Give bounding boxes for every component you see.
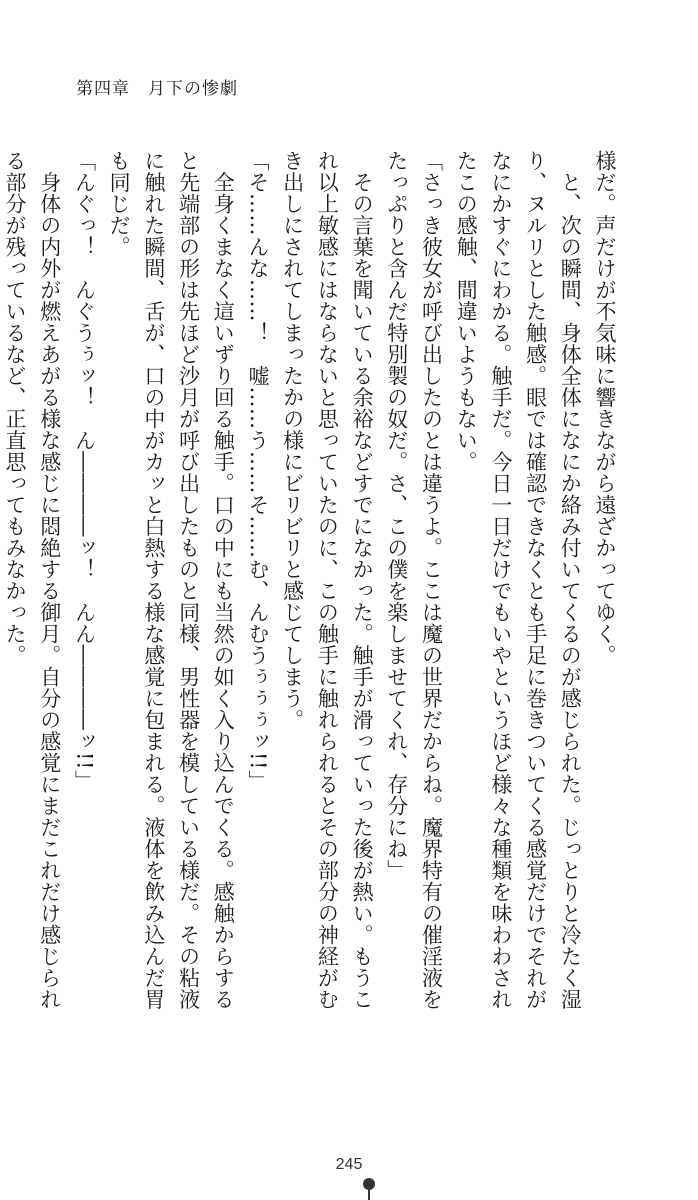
page-marker-icon xyxy=(363,1178,377,1200)
running-header xyxy=(76,74,238,99)
text-line: る部分が残っているなど、正直思ってもみなかった。 xyxy=(3,150,28,666)
text-line: たっぷりと含んだ特別製の奴だ。さ、この僕を楽しませてくれ、存分にね」 xyxy=(384,150,409,881)
text-line: 身体の内外が燃えあがる様な感じに悶絶する御月。自分の感覚にまだこれだけ感じられ xyxy=(37,150,62,1010)
marker-stem xyxy=(368,1188,370,1200)
vertical-body-text xyxy=(3,150,622,1010)
text-line: 「そ……んな……！ 嘘……う……そ……む、んむうぅぅぅッ!!」 xyxy=(245,150,270,792)
text-line: も同じだ。 xyxy=(107,150,132,258)
chapter-number: 第四章 xyxy=(76,79,130,99)
text-line: なにかすぐにわかる。触手だ。今日一日だけでもいやというほど様々な種類を味わわされ xyxy=(488,150,513,1010)
text-line: き出しにされてしまったかの様にビリビリと感じてしまう。 xyxy=(280,150,305,731)
text-line: り、ヌルリとした触感。眼では確認できなくとも手足に巻きついてくる感覚だけでそれが xyxy=(523,150,548,1010)
text-line: に触れた瞬間、舌が、口の中がカッと白熱する様な感覚に包まれる。液体を飲み込んだ胃 xyxy=(141,150,166,1010)
text-line: その言葉を聞いている余裕などすでになかった。触手が滑っていった後が熱い。もうこ xyxy=(350,150,375,1010)
text-line: 全身くまなく這いずり回る触手。口の中にも当然の如く入り込んでくる。感触からする xyxy=(211,150,236,1010)
text-line: 「んぐっ！ んぐうぅッ！ ん――――ッ！ んん――――ッ!!」 xyxy=(72,150,97,792)
text-line: 「さっき彼女が呼び出したのとは違うよ。ここは魔の世界だからね。魔界特有の催淫液を xyxy=(419,150,444,1010)
text-line: と、次の瞬間、身体全体になにか絡み付いてくるのが感じられた。じっとりと冷たく湿 xyxy=(558,150,583,1010)
page-number: 245 xyxy=(335,1156,363,1173)
text-line: 様だ。声だけが不気味に響きながら遠ざかってゆく。 xyxy=(593,150,617,666)
chapter-title: 月下の惨劇 xyxy=(148,79,238,99)
text-line: れ以上敏感にはならないと思っていたのに、この触手に触れられるとその部分の神経がむ xyxy=(315,150,340,1010)
text-line: と先端部の形は先ほど沙月が呼び出したものと同様、男性器を模している様だ。その粘液 xyxy=(176,150,201,1010)
text-line: たこの感触、間違いようもない。 xyxy=(454,150,479,473)
